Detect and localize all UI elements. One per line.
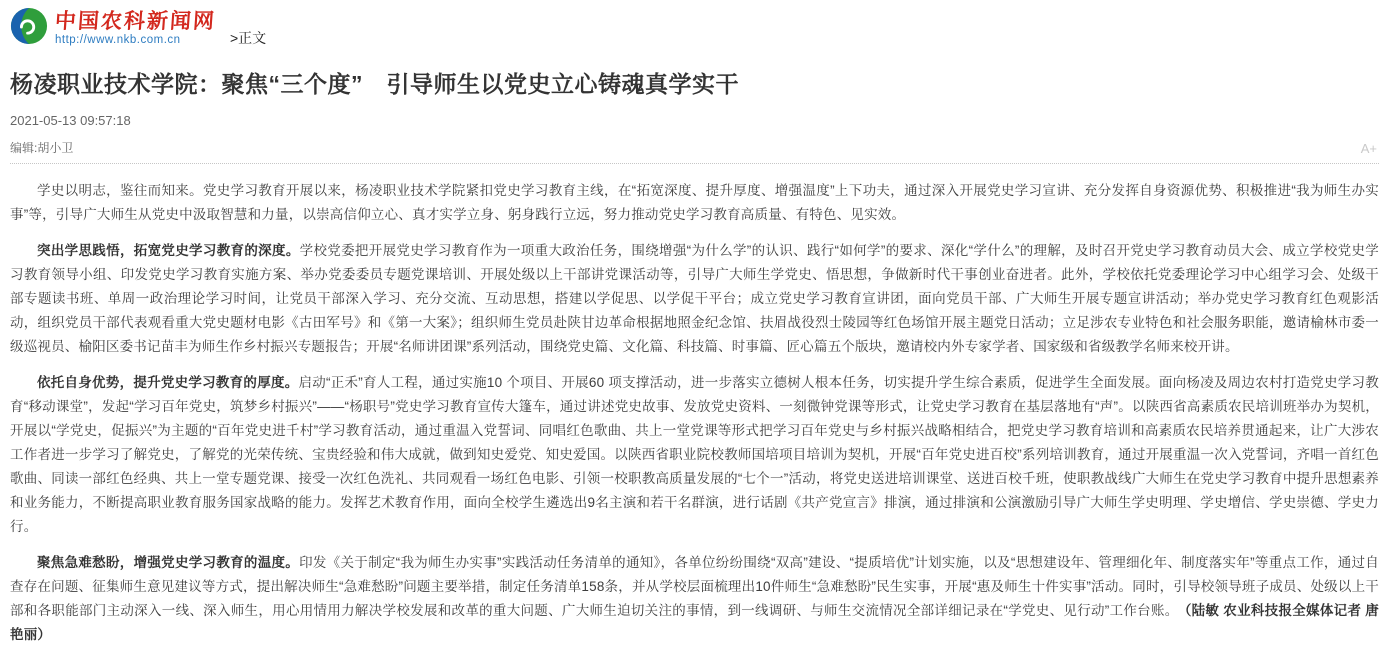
- paragraph-text: 启动“正禾”育人工程，通过实施10 个项目、开展60 项支撑活动，进一步落实立德树人根本任务，切实提升学生综合素质，促进学生全面发展。面向杨凌及周边农村打造党史学习教育“移动课堂”，发起“学习百年党史，筑梦乡村振兴”——“杨职号”党史学习教育宣传大篷车，通过讲述党史故事、发放党史资料、一刻微钟党课等形式，让党史学习教育在基层落地有“声”。以陕西省高素质农民培训班举办为契机，开展以“学党史，促振兴”为主题的“百年党史进千村”学习教育活动，通过重温入党誓词、同唱红色歌曲、共上一堂党课等形式把学习百年党史与乡村振兴战略相结合，把党史学习教育培训和高素质农民培养贯通起来，让广大涉农工作者进一步学习了解党史，了解党的光荣传统、宝贵经验和伟大成就，做到知史爱党、知史爱国。以陕西省职业院校教师国培项目培训为契机，开展“百年党史进百校”系列培训教育，通过开展重温一次入党誓词，齐唱一首红色歌曲、同读一部红色经典、共上一堂专题党课、接受一次红色洗礼、共同观看一场红色电影、引领一校职教高质量发展的“七个一”活动，将党史送进培训课堂、送进百校千班，使职教战线广大师生在党史学习教育中提升思想素养和业务能力，不断提高职业教育服务国家战略的能力。发挥艺术教育作用，面向全校学生遴选出9名主演和若干名群演，进行话剧《共产党宣言》排演，通过排演和公演激励引导广大师生学史明理、学史增信、学史崇德、学史力行。: [10, 375, 1379, 534]
- article-paragraph: [10, 239, 1379, 359]
- site-name: 中国农科新闻网: [54, 8, 217, 33]
- editor-label: 编辑:胡小卫: [10, 141, 74, 155]
- article-paragraph: [10, 371, 1379, 539]
- site-logo[interactable]: [10, 7, 216, 50]
- paragraph-text: 学史以明志，鉴往而知来。党史学习教育开展以来，杨凌职业技术学院紧扣党史学习教育主线，在“拓宽深度、提升厚度、增强温度”上下功夫，通过深入开展党史学习宣讲、充分发挥自身资源优势、积极推进“我为师生办实事”等，引导广大师生从党史中汲取智慧和力量，以崇高信仰立心、真才实学立身、躬身践行立远，努力推动党史学习教育高质量、有特色、见实效。: [10, 183, 1379, 222]
- paragraph-lead: 依托自身优势，提升党史学习教育的厚度。: [37, 375, 299, 390]
- site-logo-icon: [10, 7, 48, 50]
- breadcrumb[interactable]: >正文: [230, 30, 267, 46]
- page-title: 杨凌职业技术学院：聚焦“三个度” 引导师生以党史立心铸魂真学实干: [10, 71, 739, 97]
- site-url: http://www.nkb.com.cn: [55, 33, 181, 46]
- meta-row: [10, 139, 1379, 156]
- paragraph-text: 印发《关于制定“我为师生办实事”实践活动任务清单的通知》，各单位纷纷围绕“双高”建设、“提质培优”计划实施，以及“思想建设年、管理细化年、制度落实年”等重点工作，通过自查存在问题、征集师生意见建议等方式，提出解决师生“急难愁盼”问题主要举措，制定任务清单158条，并从学校层面梳理出10件师生“急难愁盼”民生实事，开展“惠及师生十件实事”活动。同时，引导校领导班子成员、处级以上干部和各职能部门主动深入一线、深入师生，用心用情用力解决学校发展和改革的重大问题、广大师生迫切关注的事情，到一线调研、与师生交流情况全部详细记录在“学党史、见行动”工作台账。: [10, 555, 1379, 618]
- article-paragraph: [10, 551, 1379, 647]
- paragraph-text: 学校党委把开展党史学习教育作为一项重大政治任务，围绕增强“为什么学”的认识、践行“如何学”的要求、深化“学什么”的理解，及时召开党史学习教育动员大会、成立学校党史学习教育领导小组、印发党史学习教育实施方案、举办党委委员专题党课培训、开展处级以上干部讲党课活动等，引导广大师生学党史、悟思想，争做新时代干事创业奋进者。此外，学校依托党委理论学习中心组学习会、处级干部专题读书班、单周一政治理论学习时间，让党员干部深入学习、充分交流、互动思想，搭建以学促思、以学促干平台；成立党史学习教育宣讲团，面向党员干部、广大师生开展专题宣讲活动；举办党史学习教育红色观影活动，组织党员干部代表观看重大党史题材电影《古田军号》和《第一大案》；组织师生党员赴陕甘边革命根据地照金纪念馆、扶眉战役烈士陵园等红色场馆开展主题党日活动；立足涉农专业特色和社会服务职能，邀请榆林市委一级巡视员、榆阳区委书记苗丰为师生作乡村振兴专题报告；开展“名师讲团课”系列活动，围绕党史篇、文化篇、科技篇、时事篇、匠心篇五个版块，邀请校内外专家学者、国家级和省级教学名师来校开讲。: [10, 243, 1379, 354]
- article-paragraph: [10, 179, 1379, 227]
- divider: [10, 163, 1379, 164]
- paragraph-lead: 突出学思践悟，拓宽党史学习教育的深度。: [37, 243, 300, 258]
- article-byline: （陆敏 农业科技报全媒体记者 唐艳丽）: [10, 603, 1379, 642]
- paragraph-lead: 聚焦急难愁盼，增强党史学习教育的温度。: [37, 555, 300, 570]
- site-header: [10, 8, 1379, 50]
- font-size-increase-button[interactable]: A+: [1360, 141, 1377, 156]
- publish-date: 2021-05-13 09:57:18: [10, 113, 131, 128]
- article-body: [10, 179, 1379, 647]
